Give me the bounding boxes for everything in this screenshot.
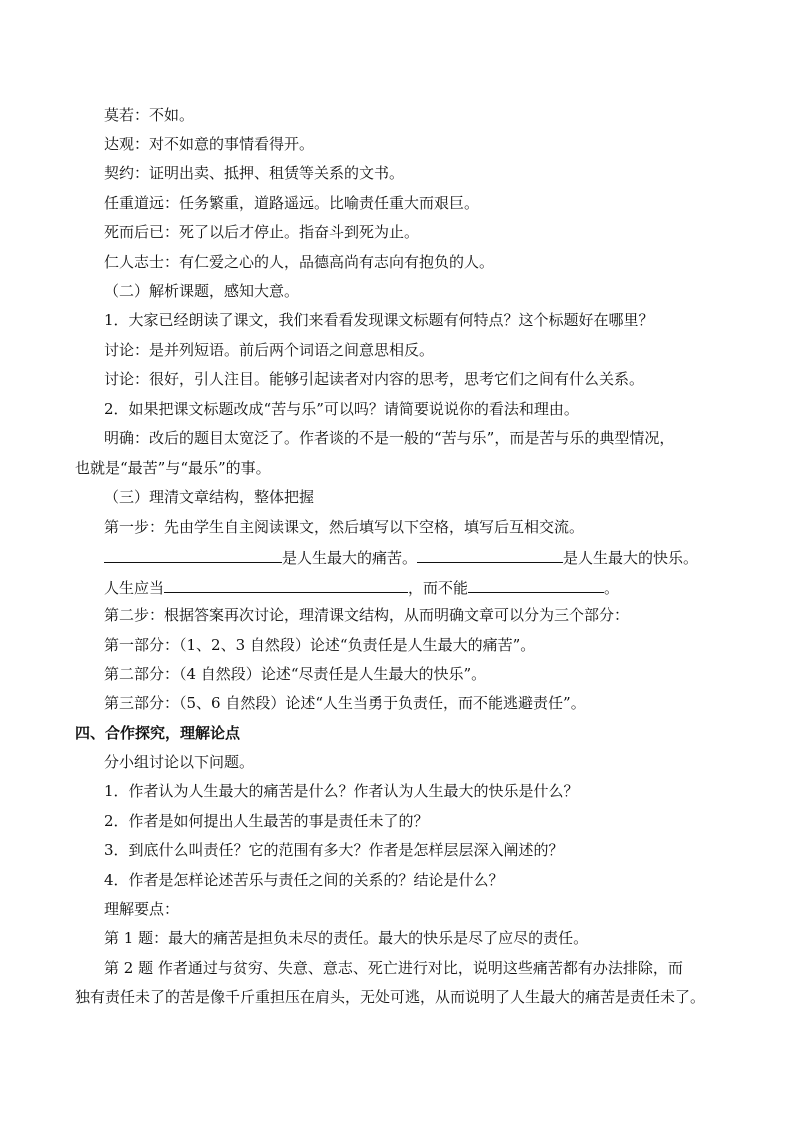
section-four-heading: 四、合作探究，理解论点 bbox=[75, 724, 241, 742]
key-point-1: 第 1 题：最大的痛苦是担负未尽的责任。最大的快乐是尽了应尽的责任。 bbox=[104, 929, 589, 947]
blank-field[interactable] bbox=[104, 546, 282, 563]
answer-line-2: 也就是“最苦”与“最乐”的事。 bbox=[75, 459, 271, 477]
definition-daguan: 达观：对不如意的事情看得开。 bbox=[104, 135, 315, 153]
definition-moruo: 莫若：不如。 bbox=[104, 106, 195, 124]
discussion-1: 讨论：是并列短语。前后两个词语之间意思相反。 bbox=[104, 341, 435, 359]
fill-in-line-2: 人生应当 ，而不能 。 bbox=[104, 576, 619, 598]
definition-sierhouyi: 死而后已：死了以后才停止。指奋斗到死为止。 bbox=[104, 223, 420, 241]
key-point-2-line-2: 独有责任未了的苦是像千斤重担压在肩头，无处可逃，从而说明了人生最大的痛苦是责任未了。 bbox=[75, 988, 706, 1006]
discussion-question-3: 3．到底什么叫责任？它的范围有多大？作者是怎样层层深入阐述的？ bbox=[104, 841, 564, 859]
part-two: 第二部分：（4 自然段）论述“尽责任是人生最大的快乐”。 bbox=[104, 665, 487, 683]
blank-field[interactable] bbox=[417, 546, 563, 563]
definition-qiyue: 契约：证明出卖、抵押、租赁等关系的文书。 bbox=[104, 164, 405, 182]
subheading-three: （三）理清文章结构，整体把握 bbox=[104, 488, 315, 506]
key-point-2-line-1: 第 2 题 作者通过与贫穷、失意、意志、死亡进行对比，说明这些痛苦都有办法排除，而 bbox=[104, 959, 683, 977]
part-one: 第一部分：（1、2、3 自然段）论述“负责任是人生最大的痛苦”。 bbox=[104, 636, 536, 654]
discussion-question-1: 1．作者认为人生最大的痛苦是什么？作者认为人生最大的快乐是什么？ bbox=[104, 782, 579, 800]
discussion-question-2: 2．作者是如何提出人生最苦的事是责任未了的？ bbox=[104, 812, 429, 830]
question-1: 1．大家已经朗读了课文，我们来看看发现课文标题有何特点？这个标题好在哪里？ bbox=[104, 311, 654, 329]
discussion-2: 讨论：很好，引人注目。能够引起读者对内容的思考，思考它们之间有什么关系。 bbox=[104, 370, 645, 388]
step-one: 第一步：先由学生自主阅读课文，然后填写以下空格，填写后互相交流。 bbox=[104, 518, 585, 536]
step-two: 第二步：根据答案再次讨论，理清课文结构，从而明确文章可以分为三个部分： bbox=[104, 606, 630, 624]
question-2: 2．如果把课文标题改成“苦与乐”可以吗？请简要说说你的看法和理由。 bbox=[104, 400, 579, 418]
definition-renrenzhishi: 仁人志士：有仁爱之心的人，品德高尚有志向有抱负的人。 bbox=[104, 253, 495, 271]
part-three: 第三部分：（5、6 自然段）论述“人生当勇于负责任，而不能逃避责任”。 bbox=[104, 694, 586, 712]
subheading-two: （二）解析课题，感知大意。 bbox=[104, 282, 300, 300]
blank-field[interactable] bbox=[468, 576, 604, 593]
section-four-intro: 分小组讨论以下问题。 bbox=[104, 753, 255, 771]
discussion-question-4: 4．作者是怎样论述苦乐与责任之间的关系的？结论是什么？ bbox=[104, 871, 504, 889]
fill-in-line-1: 是人生最大的痛苦。 是人生最大的快乐。 bbox=[104, 546, 698, 568]
key-points-label: 理解要点： bbox=[104, 900, 180, 918]
answer-line-1: 明确：改后的题目太宽泛了。作者谈的不是一般的“苦与乐”，而是苦与乐的典型情况， bbox=[104, 429, 675, 447]
blank-field[interactable] bbox=[164, 576, 408, 593]
definition-renzhongdaoyuan: 任重道远：任务繁重，道路遥远。比喻责任重大而艰巨。 bbox=[104, 194, 480, 212]
